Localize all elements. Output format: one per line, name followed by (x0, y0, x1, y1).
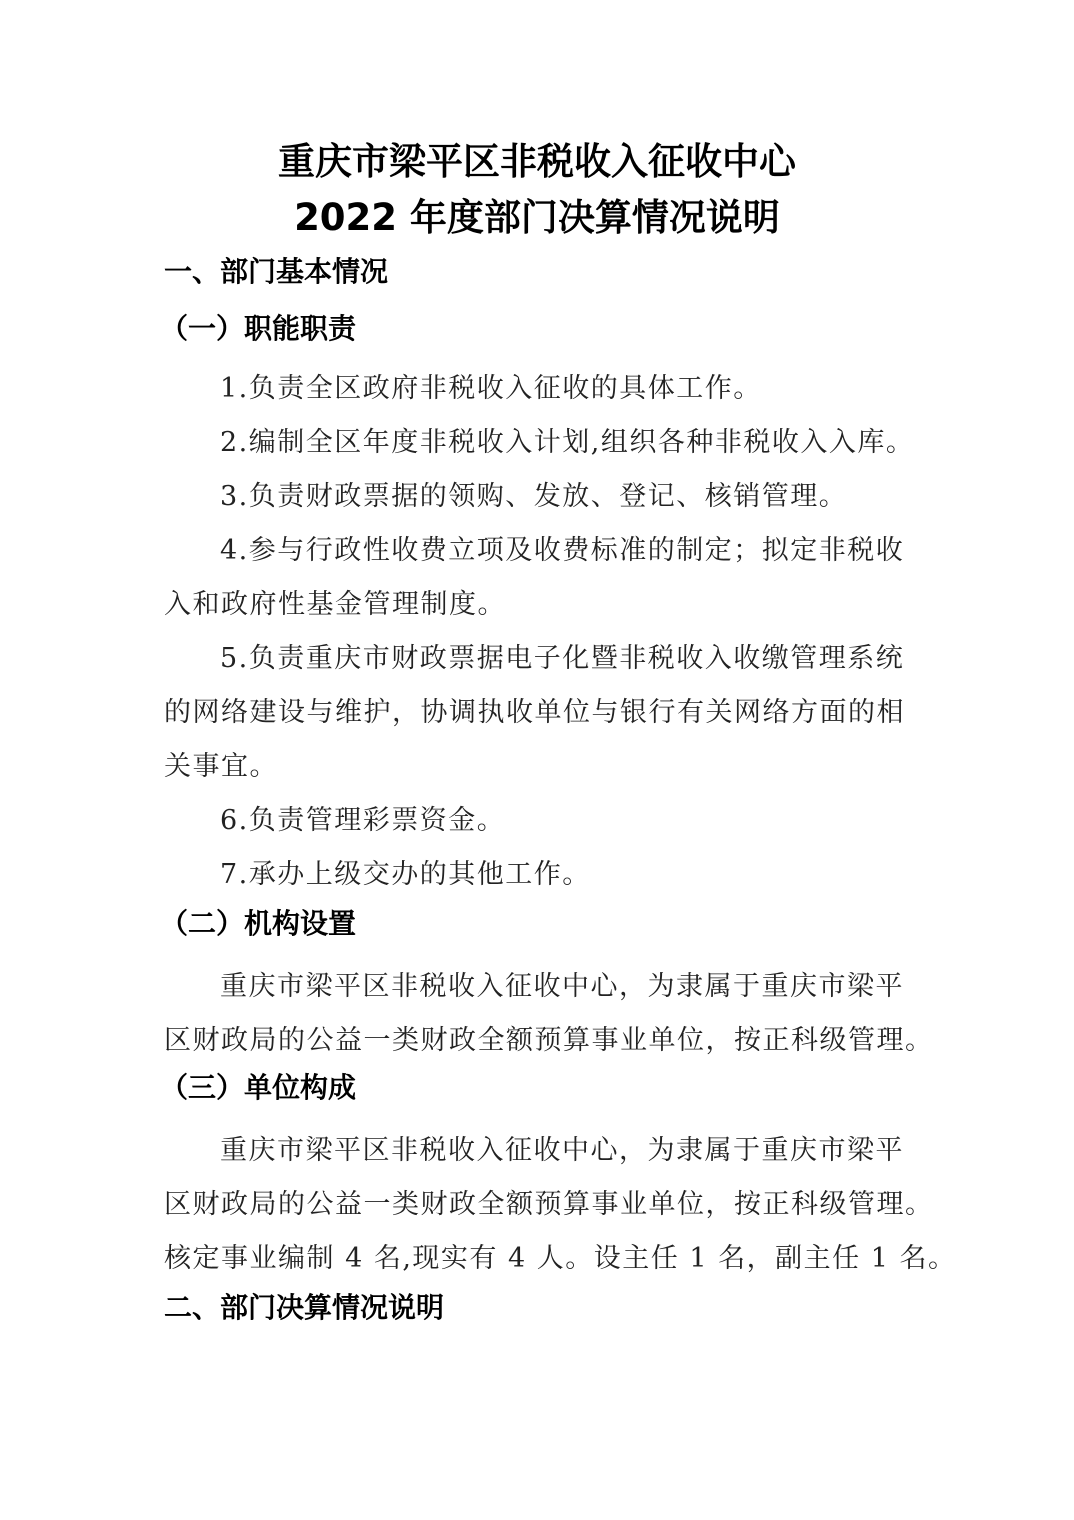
subsection-composition-heading: （三）单位构成 (160, 1071, 357, 1104)
organization-line-1: 重庆市梁平区非税收入征收中心，为隶属于重庆市梁平 (220, 971, 904, 1002)
duty-item-5: 5.负责重庆市财政票据电子化暨非税收入收缴管理系统 (220, 643, 905, 674)
organization-line-2: 区财政局的公益一类财政全额预算事业单位，按正科级管理。 (164, 1025, 934, 1056)
organization-paragraph (164, 960, 934, 1068)
duty-item-4-cont: 入和政府性基金管理制度。 (164, 589, 506, 620)
duty-item-4: 4.参与行政性收费立项及收费标准的制定；拟定非税收 (220, 535, 905, 566)
document-title-line2: 2022 年度部门决算情况说明 (294, 196, 780, 239)
duty-item-2: 2.编制全区年度非税收入计划,组织各种非税收入入库。 (220, 427, 915, 458)
subsection-organization-heading: （二）机构设置 (160, 907, 357, 940)
composition-paragraph (164, 1124, 957, 1286)
duty-item-3: 3.负责财政票据的领购、发放、登记、核销管理。 (220, 481, 848, 512)
section1-heading: 一、部门基本情况 (164, 255, 389, 288)
duties-list (164, 362, 924, 902)
duty-item-5-cont-1: 的网络建设与维护，协调执收单位与银行有关网络方面的相 (164, 697, 905, 728)
document-title-line1: 重庆市梁平区非税收入征收中心 (278, 140, 796, 183)
section2-heading: 二、部门决算情况说明 (164, 1291, 445, 1324)
duty-item-5-cont-2: 关事宜。 (164, 751, 278, 782)
subsection-duties-heading: （一）职能职责 (160, 312, 357, 345)
composition-line-3: 核定事业编制 4 名,现实有 4 人。设主任 1 名，副主任 1 名。 (164, 1243, 957, 1274)
composition-line-1: 重庆市梁平区非税收入征收中心，为隶属于重庆市梁平 (220, 1135, 904, 1166)
duty-item-7: 7.承办上级交办的其他工作。 (220, 859, 591, 890)
composition-line-2: 区财政局的公益一类财政全额预算事业单位，按正科级管理。 (164, 1189, 934, 1220)
duty-item-1: 1.负责全区政府非税收入征收的具体工作。 (220, 373, 762, 404)
duty-item-6: 6.负责管理彩票资金。 (220, 805, 506, 836)
